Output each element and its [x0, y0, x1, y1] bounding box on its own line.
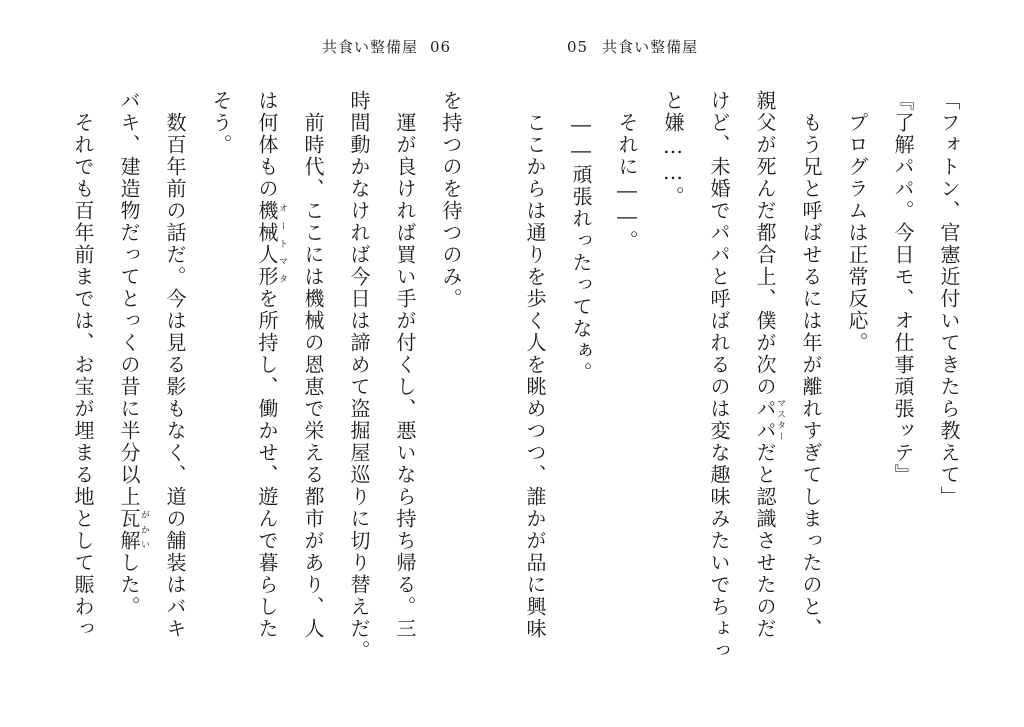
- text-line: ここからは通りを歩く人を眺めつつ、誰かが品に興味: [523, 90, 547, 640]
- text-line-with-ruby-gakai: [106, 90, 152, 700]
- text-line: けど、未婚でパパと呼ばれるのは変な趣味みたいでちょっ: [707, 90, 731, 662]
- text-line: それに――。: [615, 90, 639, 252]
- ruby-base: 機械人形: [255, 200, 279, 288]
- right-running-title: 共食い整備屋: [602, 38, 699, 56]
- left-running-title: 共食い整備屋: [322, 38, 419, 56]
- text-line: ――頑張れったってなぁ。: [569, 90, 593, 384]
- left-page-body: [34, 90, 474, 700]
- text-line: もう兄と呼ばせるには年が離れすぎてしまったのと、: [799, 90, 823, 640]
- text-line: 時間動かなければ今日は諦めて盗掘屋巡りに切り替えだ。: [347, 90, 371, 662]
- text-line: そう。: [209, 90, 233, 156]
- text-line: を持つのを待つのみ。: [439, 90, 463, 310]
- ruby-gakai: [117, 508, 149, 552]
- left-page-header: [322, 36, 451, 57]
- text-segment: だと認識させたのだ: [753, 442, 777, 640]
- text-line: プログラムは正常反応。: [845, 90, 869, 354]
- ruby-base: パパ: [753, 398, 777, 442]
- text-line: と嫌……。: [661, 90, 685, 208]
- ruby-reading: がかい: [139, 508, 149, 552]
- text-segment: は何体もの: [255, 90, 279, 200]
- right-page-body: [523, 90, 972, 700]
- text-line-with-ruby-automata: [244, 90, 290, 700]
- text-segment: を所持し、働かせ、遊んで暮らした: [255, 288, 279, 640]
- ruby-base: 瓦解: [117, 508, 141, 552]
- right-page-number: 05: [567, 38, 589, 56]
- left-page-number: 06: [430, 38, 452, 56]
- text-line: それでも百年前までは、お宝が埋まる地として賑わっ: [71, 90, 95, 640]
- ruby-automata: [255, 200, 287, 288]
- right-page: [512, 0, 1024, 727]
- text-line: 数百年前の話だ。今は見る影もなく、道の舗装はバキ: [163, 90, 187, 640]
- text-segment: バキ、建造物だってとっくの昔に半分以上: [117, 90, 141, 508]
- text-line: 前時代、ここには機械の恩恵で栄える都市があり、人: [301, 90, 325, 640]
- text-line: 「フォトン、官憲近付いてきたら教えて」: [937, 90, 961, 508]
- text-line-with-ruby: [290, 90, 336, 700]
- ruby-master: [753, 398, 785, 442]
- ruby-reading: マスター: [775, 398, 785, 442]
- text-segment: 親父が死んだ都合上、僕が次の: [753, 90, 777, 398]
- text-segment: した。: [117, 552, 141, 618]
- right-page-header: [567, 36, 698, 57]
- text-line: 運が良ければ買い手が付くし、悪いなら持ち帰る。三: [393, 90, 417, 640]
- ruby-reading: オートマタ: [277, 200, 287, 288]
- text-line: 『了解パパ。今日モ、オ仕事頑張ッテ』: [891, 90, 915, 486]
- text-line-with-ruby-master: [742, 90, 788, 700]
